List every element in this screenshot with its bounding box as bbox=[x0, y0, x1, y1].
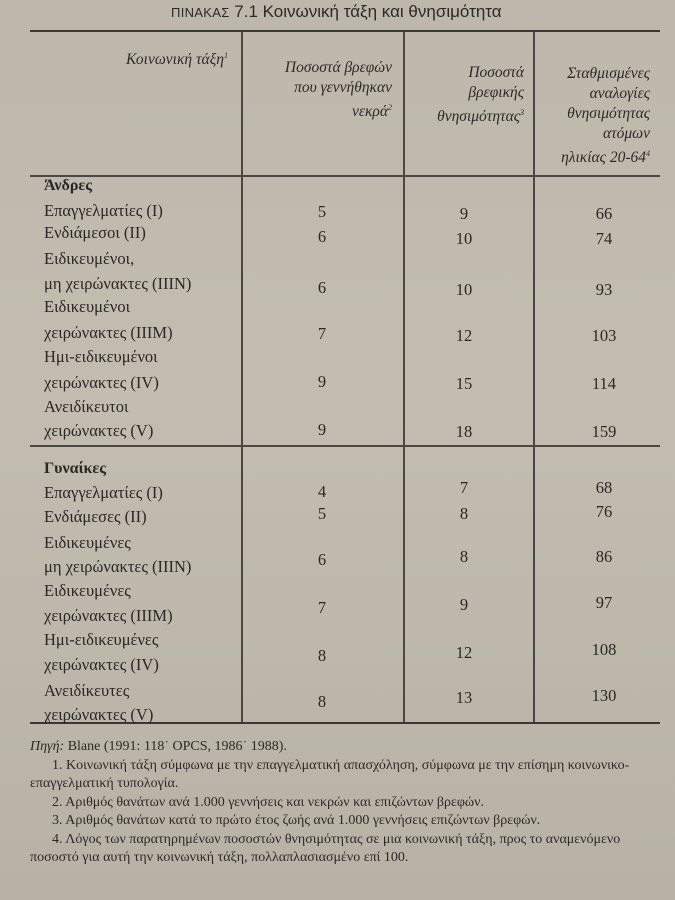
table-title bbox=[171, 2, 631, 22]
standardized-mortality-value: 66 bbox=[595, 204, 613, 223]
group-divider bbox=[30, 445, 660, 447]
row-label: Ενδιάμεσες (ΙΙ) bbox=[44, 507, 147, 526]
group-heading-men: Άνδρες bbox=[44, 177, 92, 194]
row-label: Επαγγελματίες (Ι) bbox=[44, 201, 163, 220]
standardized-mortality-value: 130 bbox=[591, 686, 617, 705]
footnote: 2. Αριθμός θανάτων ανά 1.000 γεννήσεις και νεκρών και επιζώντων βρεφών. bbox=[52, 794, 484, 810]
stillbirth-value: 9 bbox=[317, 372, 327, 391]
stillbirth-value: 8 bbox=[317, 692, 327, 711]
footnote: 1. Κοινωνική τάξη σύμφωνα με την επαγγελματική απασχόληση, σύμφωνα με την επίσημη κοινωνικο-επαγγελματική τυπολογία. bbox=[30, 757, 630, 791]
row-label: Ημι-ειδικευμένοι bbox=[44, 347, 158, 366]
row-label: Ειδικευμένες bbox=[44, 533, 131, 552]
row-label: χειρώνακτες (ΙΙΙΜ) bbox=[44, 606, 173, 625]
infant-mortality-value: 15 bbox=[455, 374, 473, 393]
row-label: Ανειδίκευτοι bbox=[44, 397, 129, 416]
header-divider bbox=[30, 175, 660, 177]
stillbirth-value: 6 bbox=[317, 550, 327, 569]
row-label: Επαγγελματίες (Ι) bbox=[44, 483, 163, 502]
row-label: μη χειρώνακτες (ΙΙΙΝ) bbox=[44, 557, 192, 576]
row-label: χειρώνακτες (ΙΙΙΜ) bbox=[44, 323, 173, 342]
row-label: μη χειρώνακτες (ΙΙΙΝ) bbox=[44, 274, 192, 293]
footnote: 3. Αριθμός θανάτων κατά το πρώτο έτος ζωής ανά 1.000 γεννήσεις επιζώντων βρεφών. bbox=[52, 813, 541, 828]
standardized-mortality-value: 68 bbox=[595, 478, 613, 497]
standardized-mortality-value: 159 bbox=[591, 422, 617, 441]
infant-mortality-value: 7 bbox=[459, 478, 469, 497]
stillbirth-value: 6 bbox=[317, 278, 327, 297]
infant-mortality-value: 8 bbox=[459, 504, 469, 523]
header-infant-mortality: Ποσοστά βρεφικής θνησιμότητας$^3$ bbox=[437, 64, 524, 126]
infant-mortality-value: 18 bbox=[455, 422, 473, 441]
group-heading-women: Γυναίκες bbox=[44, 460, 106, 477]
column-divider bbox=[403, 32, 405, 722]
standardized-mortality-value: 74 bbox=[595, 229, 613, 248]
stillbirth-value: 7 bbox=[317, 598, 327, 617]
standardized-mortality-value: 76 bbox=[595, 502, 613, 521]
infant-mortality-value: 12 bbox=[455, 643, 473, 662]
row-label: Ενδιάμεσοι (ΙΙ) bbox=[44, 223, 146, 242]
stillbirth-value: 5 bbox=[317, 504, 327, 523]
column-divider bbox=[241, 32, 243, 722]
mortality-table bbox=[30, 30, 660, 724]
table-title-prefix: ΠΙΝΑΚΑΣ bbox=[171, 5, 230, 20]
infant-mortality-value: 8 bbox=[459, 547, 469, 566]
standardized-mortality-value: 93 bbox=[595, 280, 613, 299]
header-stillbirth-rate: Ποσοστά βρεφών που γεννήθηκαν νεκρά$^2$ bbox=[284, 59, 392, 121]
row-label: χειρώνακτες (IV) bbox=[44, 655, 159, 674]
infant-mortality-value: 12 bbox=[455, 326, 473, 345]
infant-mortality-value: 10 bbox=[455, 229, 473, 248]
header-social-class: Κοινωνική τάξη$^1$ bbox=[126, 51, 228, 69]
infant-mortality-value: 9 bbox=[459, 204, 469, 223]
standardized-mortality-value: 108 bbox=[591, 640, 617, 659]
stillbirth-value: 7 bbox=[317, 324, 327, 343]
row-label: Ειδικευμένοι, bbox=[44, 249, 135, 268]
infant-mortality-value: 9 bbox=[459, 595, 469, 614]
row-label: χειρώνακτες (V) bbox=[44, 421, 154, 440]
standardized-mortality-value: 103 bbox=[591, 326, 617, 345]
standardized-mortality-value: 86 bbox=[595, 547, 613, 566]
stillbirth-value: 9 bbox=[317, 420, 327, 439]
infant-mortality-value: 10 bbox=[455, 280, 473, 299]
table-title-text: 7.1 Κοινωνική τάξη και θνησιμότητα bbox=[229, 2, 502, 21]
stillbirth-value: 4 bbox=[317, 482, 327, 501]
row-label: Ημι-ειδικευμένες bbox=[44, 630, 159, 649]
row-label: Ειδικευμένοι bbox=[44, 297, 131, 316]
stillbirth-value: 8 bbox=[317, 646, 327, 665]
source-line bbox=[30, 738, 670, 757]
standardized-mortality-value: 97 bbox=[595, 593, 613, 612]
row-label: χειρώνακτες (ΙV) bbox=[44, 373, 159, 392]
footnote: 4. Λόγος των παρατηρημένων ποσοστών θνησιμότητας σε μια κοινωνική τάξη, προς το αναμενόμενο ποσοστό για αυτή την κοινωνική τάξη, πολλαπλασιασμένο επί 100. bbox=[30, 831, 621, 865]
row-label: χειρώνακτες (V) bbox=[44, 705, 154, 724]
stillbirth-value: 6 bbox=[317, 227, 327, 246]
standardized-mortality-value: 114 bbox=[591, 374, 617, 393]
row-label: Ανειδίκευτες bbox=[44, 681, 130, 700]
source-label: Πηγή: bbox=[30, 739, 65, 754]
header-standardized-mortality: Σταθμισμένες αναλογίες θνησιμότητας ατόμων ηλικίας $20-64^4$ bbox=[561, 65, 650, 167]
infant-mortality-value: 13 bbox=[455, 688, 473, 707]
column-divider bbox=[533, 32, 535, 722]
stillbirth-value: 5 bbox=[317, 202, 327, 221]
source-text: Blane (1991: 118˙ OPCS, 1986˙ 1988). bbox=[64, 739, 287, 754]
row-label: Ειδικευμένες bbox=[44, 581, 131, 600]
table-footnotes bbox=[30, 738, 670, 868]
